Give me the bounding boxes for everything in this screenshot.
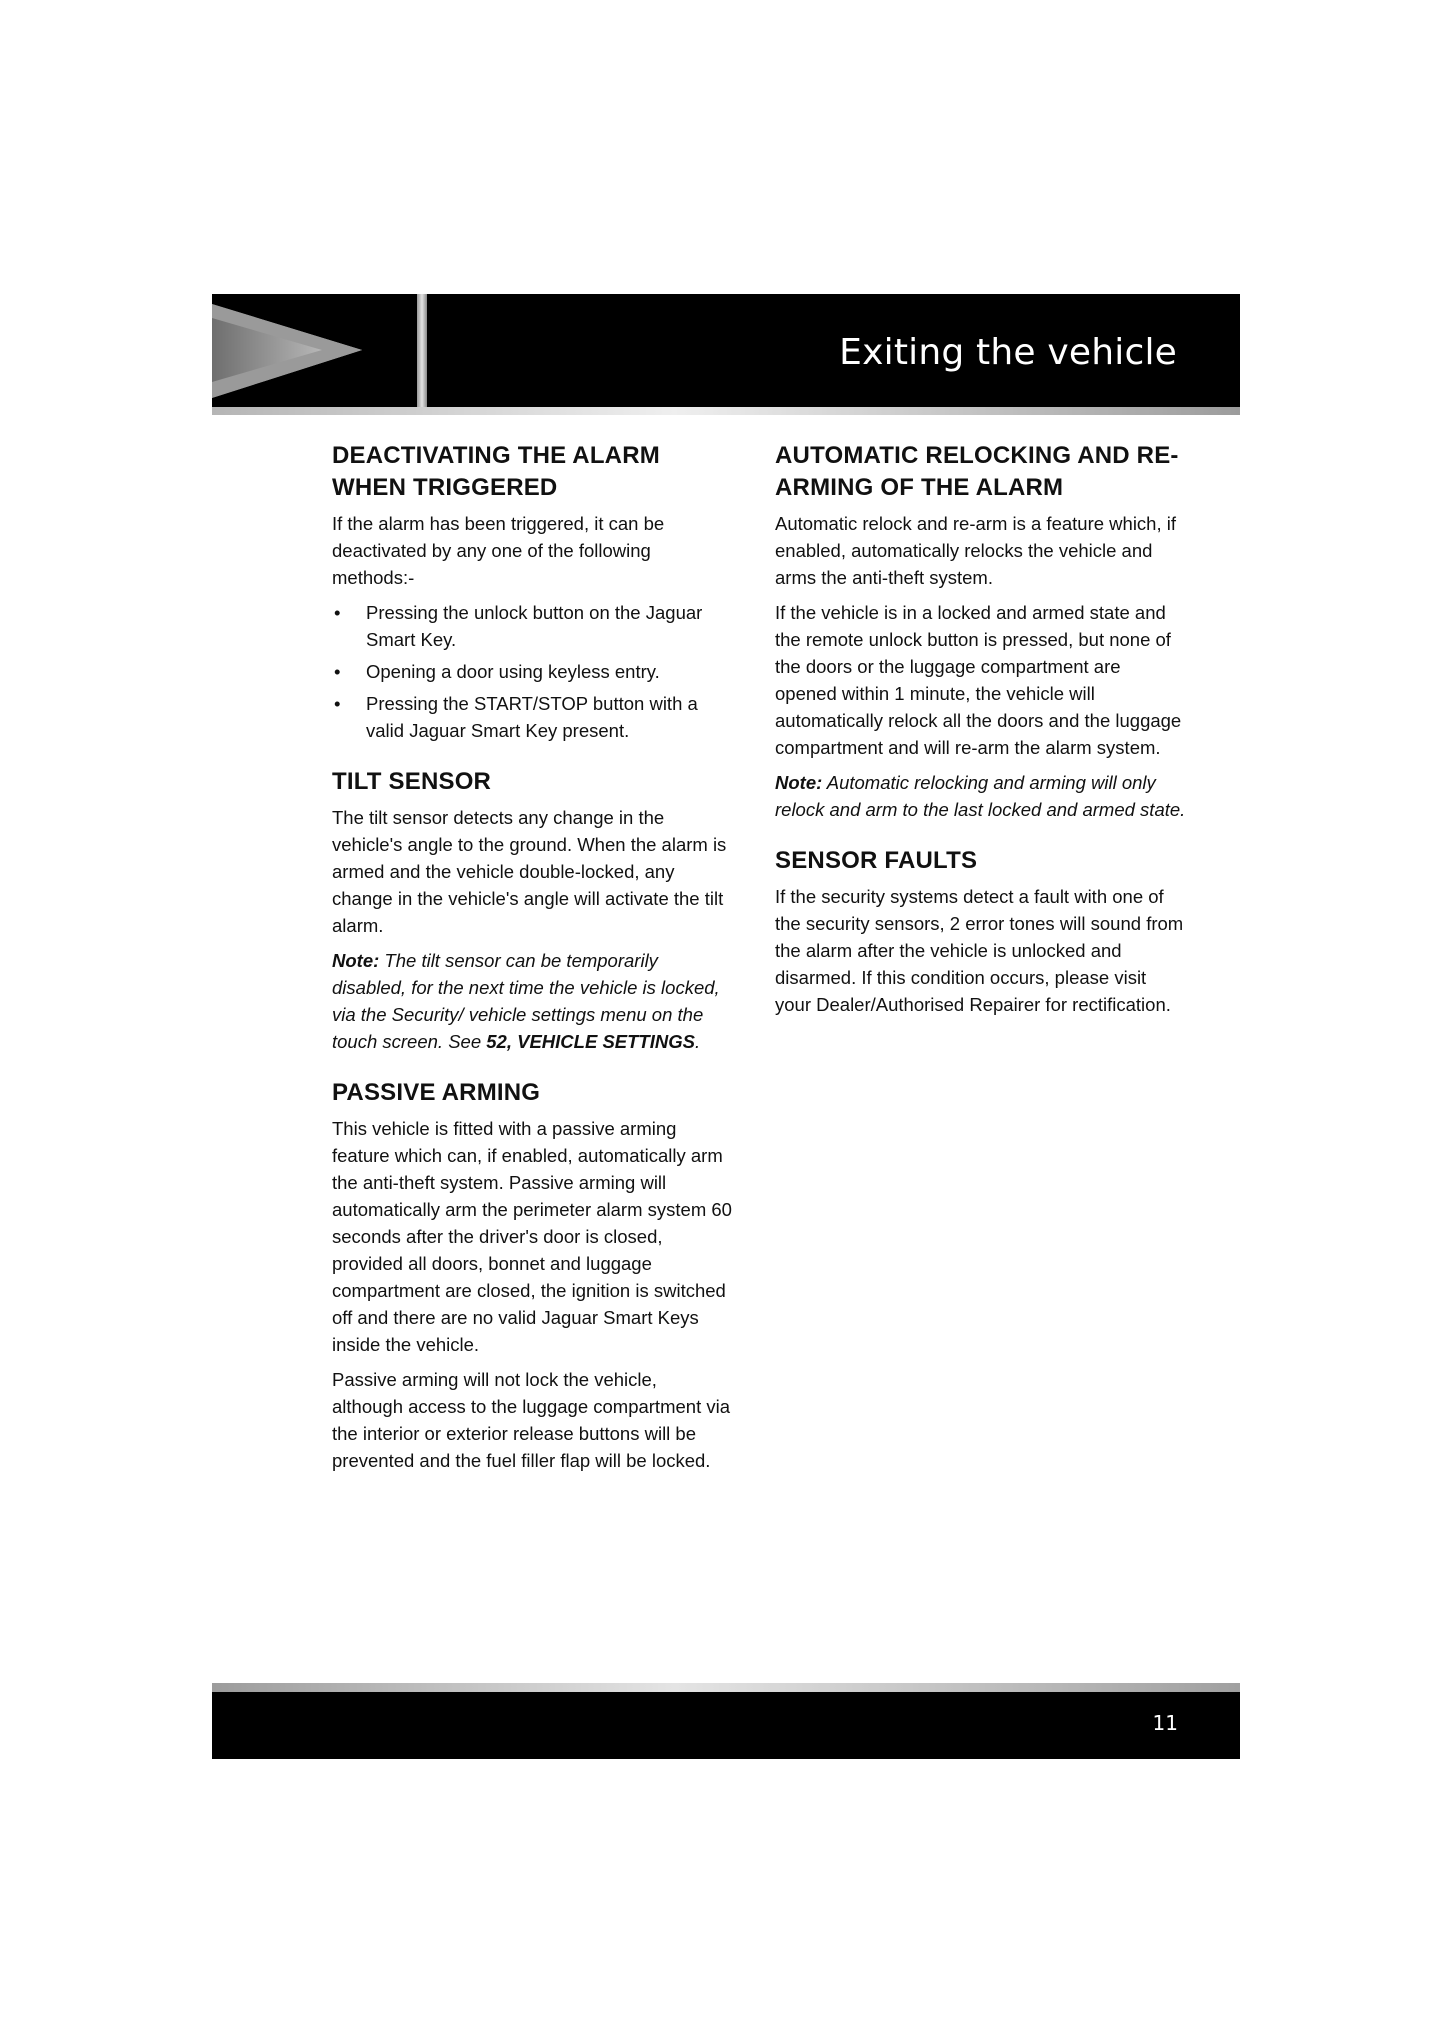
section-heading: DEACTIVATING THE ALARM WHEN TRIGGERED: [332, 442, 660, 501]
bullet-icon: •: [334, 661, 341, 682]
paragraph: The tilt sensor detects any change in the vehicle's angle to the ground. When the alarm is armed and the vehicle double-locked, any change in the vehicle's angle will activate the tilt alarm.: [332, 807, 727, 936]
page-number: 11: [1152, 1711, 1178, 1735]
page-header-band: [212, 294, 1240, 407]
note: [332, 947, 732, 1055]
section-sensor-faults: [775, 845, 1187, 1018]
list-item-text: Pressing the unlock button on the Jaguar Smart Key.: [366, 602, 703, 650]
footer-top-bar: [212, 1683, 1240, 1692]
note-text: Automatic relocking and arming will only relock and arm to the last locked and armed state.: [775, 772, 1186, 820]
page-footer-band: [212, 1692, 1240, 1759]
header-divider: [417, 294, 427, 407]
chevron-graphic: [212, 294, 417, 407]
note-text: The tilt sensor can be temporarily disabled, for the next time the vehicle is locked, via the Security/ vehicle settings menu on the touch screen. See: [332, 950, 720, 1052]
paragraph: If the security systems detect a fault with one of the security sensors, 2 error tones will sound from the alarm after the vehicle is unlocked and disarmed. If this condition occurs, please visit your Dealer/Authorised Repairer for rectification.: [775, 886, 1184, 1015]
left-column: [332, 440, 732, 1496]
list-item-text: Pressing the START/STOP button with a valid Jaguar Smart Key present.: [366, 693, 698, 741]
note-end: .: [694, 1031, 701, 1052]
section-deactivating-alarm: [332, 440, 732, 744]
page-title: Exiting the vehicle: [839, 332, 1177, 373]
paragraph: If the vehicle is in a locked and armed state and the remote unlock button is pressed, but none of the doors or the luggage compartment are opened within 1 minute, the vehicle will automatically relock all the doors and the luggage compartment and will re-arm the alarm system.: [775, 602, 1182, 758]
right-column: [775, 440, 1187, 1040]
section-automatic-relocking: [775, 440, 1187, 823]
section-passive-arming: [332, 1077, 732, 1474]
bullet-icon: •: [334, 693, 341, 714]
bullet-list: [332, 599, 732, 744]
list-item: [332, 690, 732, 744]
section-tilt-sensor: [332, 766, 732, 1055]
list-item: [332, 599, 732, 653]
paragraph: Passive arming will not lock the vehicle, although access to the luggage compartment via the interior or exterior release buttons will be prevented and the fuel filler flap will be locked.: [332, 1369, 730, 1471]
bullet-icon: •: [334, 602, 341, 623]
paragraph: This vehicle is fitted with a passive arming feature which can, if enabled, automatically arm the anti-theft system. Passive arming will automatically arm the perimeter alarm system 60 seconds after the driver's door is closed, provided all doors, bonnet and luggage compartment are closed, the ignition is switched off and there are no valid Jaguar Smart Keys inside the vehicle.: [332, 1118, 732, 1355]
chevron-arrow-icon: [212, 294, 417, 407]
section-heading: AUTOMATIC RELOCKING AND RE-ARMING OF THE ALARM: [775, 442, 1179, 501]
section-heading: SENSOR FAULTS: [775, 847, 978, 874]
list-item: [332, 658, 732, 685]
paragraph: If the alarm has been triggered, it can be deactivated by any one of the following methods:-: [332, 513, 665, 588]
header-underline: [212, 407, 1240, 415]
list-item-text: Opening a door using keyless entry.: [366, 661, 660, 682]
cross-reference-link[interactable]: 52, VEHICLE SETTINGS: [486, 1031, 695, 1052]
section-heading: PASSIVE ARMING: [332, 1079, 541, 1106]
section-heading: TILT SENSOR: [332, 768, 492, 795]
paragraph: Automatic relock and re-arm is a feature which, if enabled, automatically relocks the vehicle and arms the anti-theft system.: [775, 513, 1176, 588]
note-label: Note:: [775, 772, 823, 793]
note: [775, 769, 1187, 823]
note-label: Note:: [332, 950, 380, 971]
